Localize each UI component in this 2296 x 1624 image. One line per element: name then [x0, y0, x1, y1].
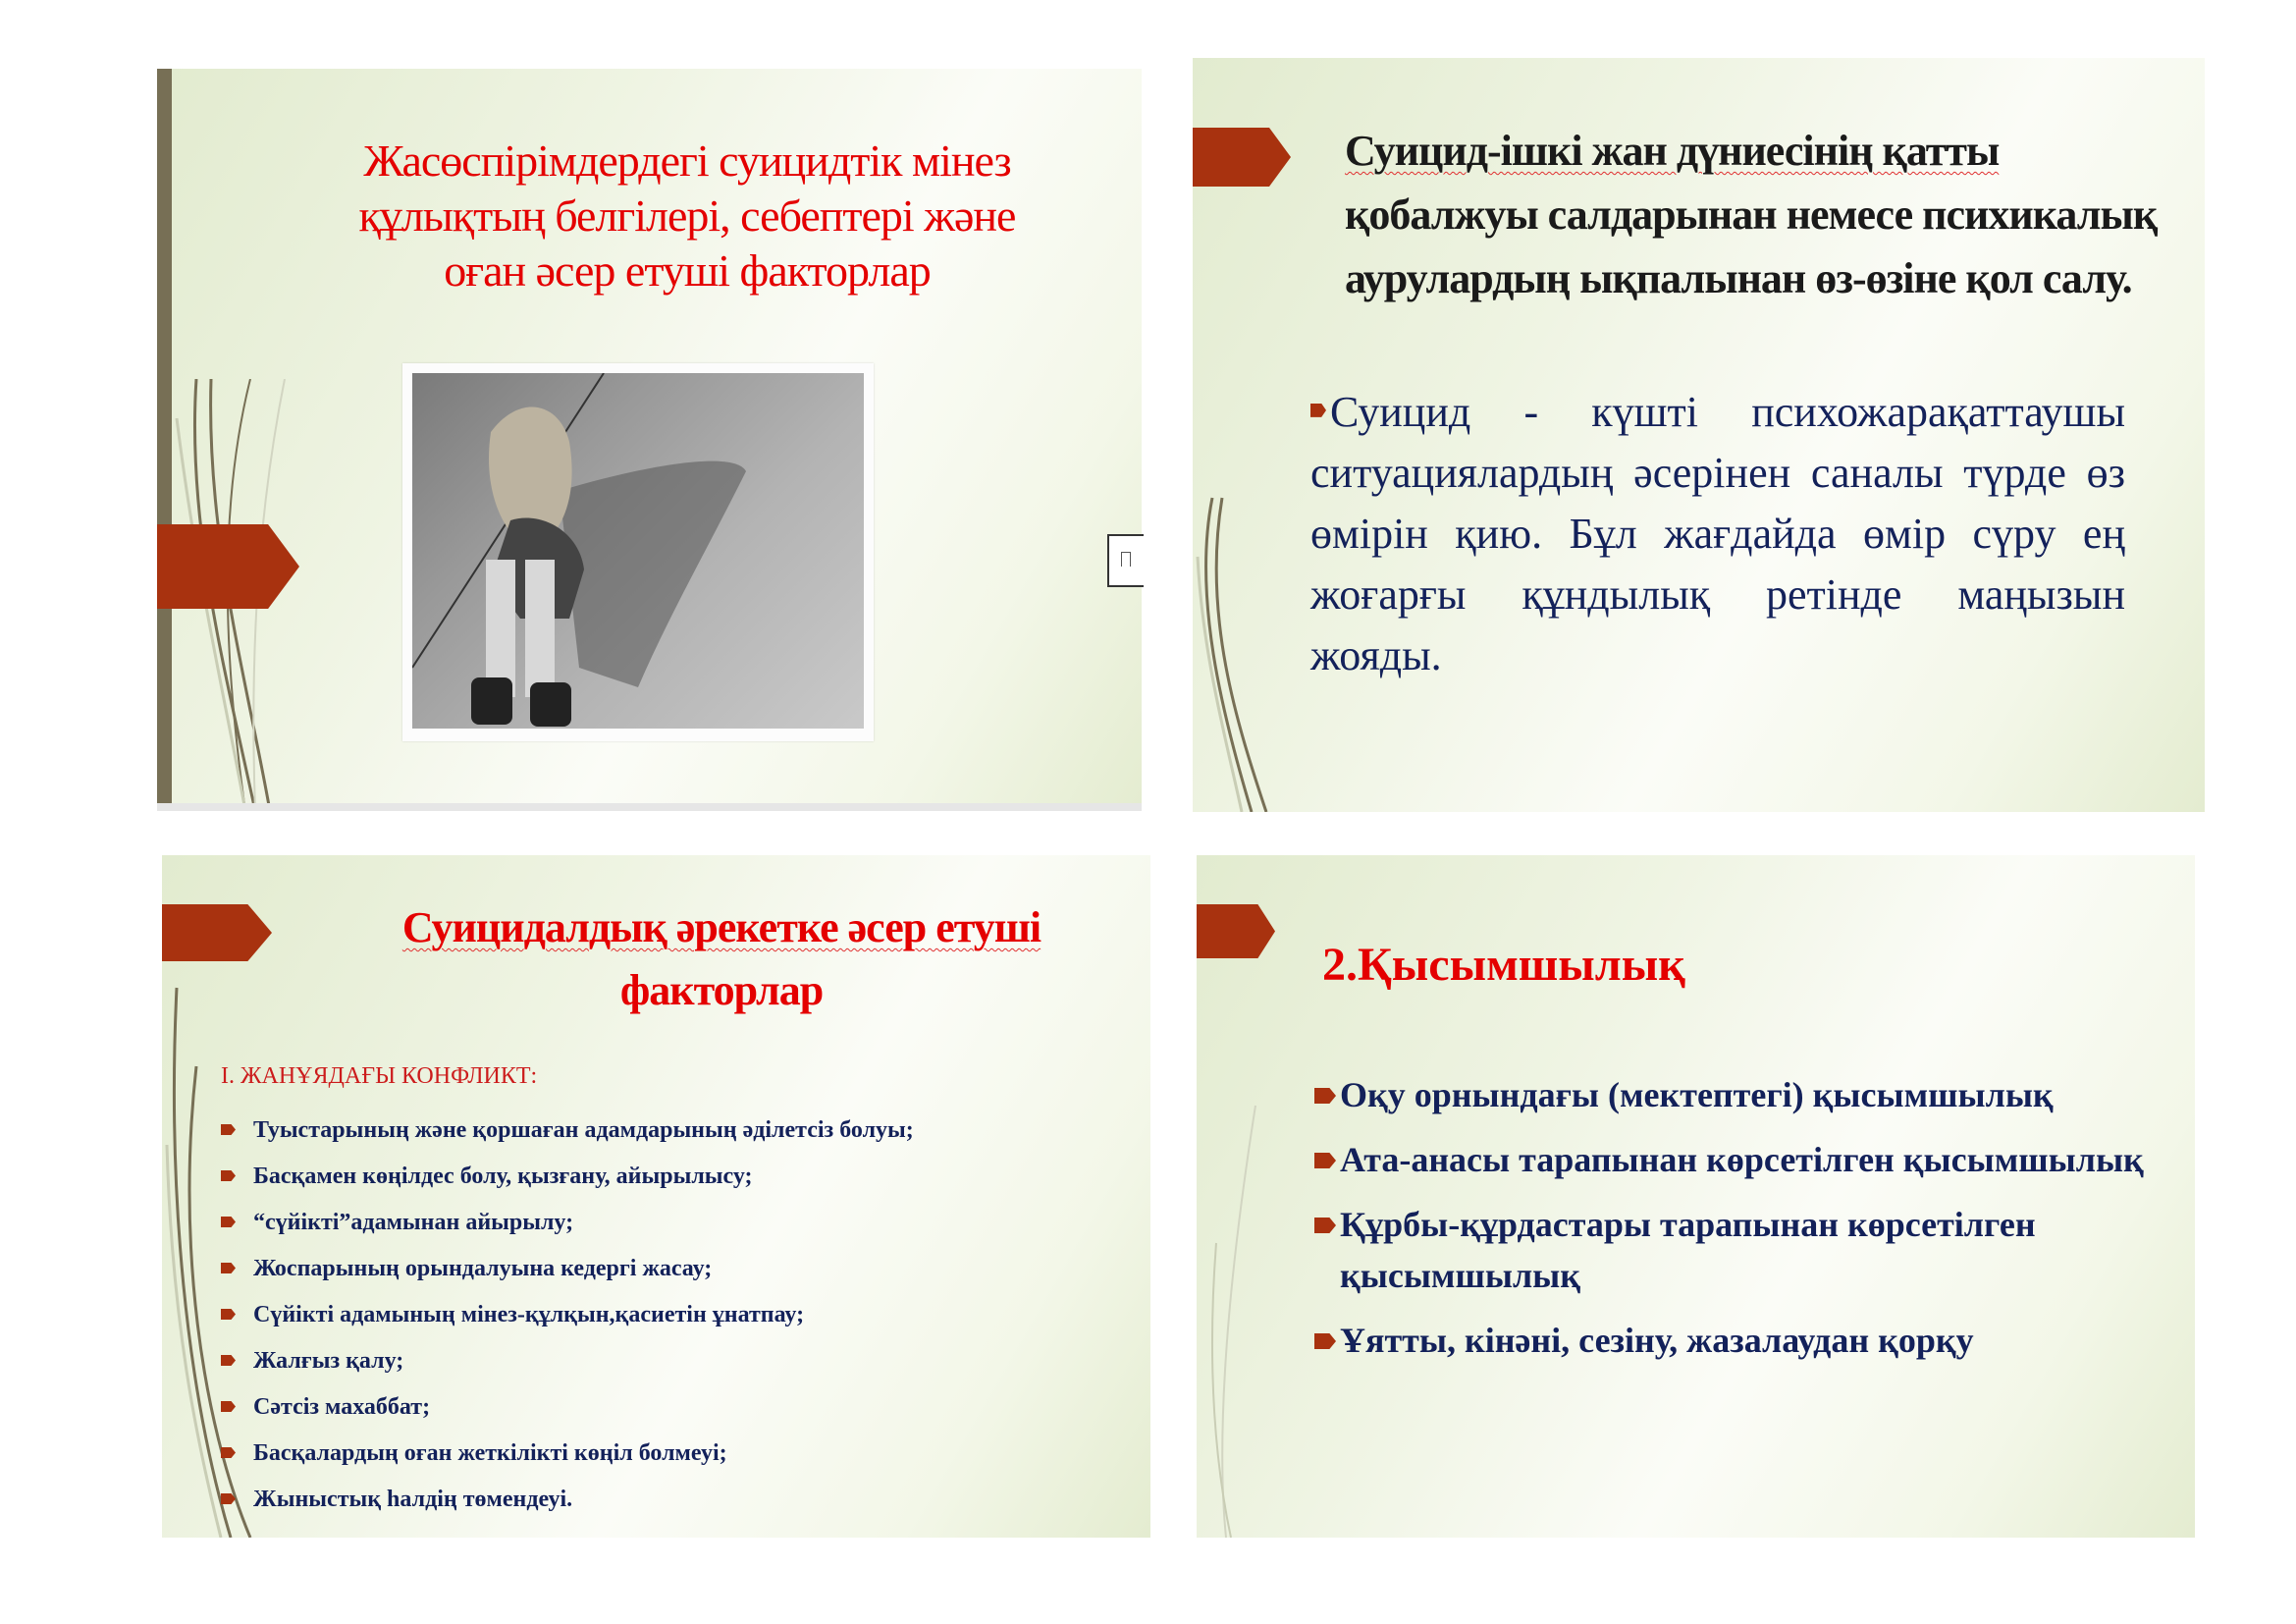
- list-item: Оқу орнындағы (мектептегі) қысымшылық: [1314, 1069, 2178, 1120]
- bullet-arrow-icon: [1314, 1218, 1336, 1233]
- title-line: Суицидалдық әрекетке әсер етуші: [401, 903, 1041, 951]
- title-line: Суицид-ішкі жан дүниесінің қатты: [1345, 127, 2000, 175]
- list-item: Жоспарының орындалуына кедергі жасау;: [221, 1245, 914, 1291]
- pressure-list: [1314, 1069, 2178, 1380]
- bullet-arrow-icon: [221, 1263, 236, 1273]
- bullet-arrow-icon: [221, 1309, 236, 1320]
- title-line: қобалжуы салдарынан немесе психикалық: [1345, 190, 2158, 239]
- list-item: Басқамен көңілдес болу, қызғану, айырылысу;: [221, 1153, 914, 1199]
- bullet-arrow-icon: [1314, 1153, 1336, 1168]
- photo-frame: [402, 363, 874, 741]
- list-item: Басқалардың оған жеткілікті көңіл болмеуі;: [221, 1430, 914, 1476]
- slide-4-title: 2.Қысымшылық: [1322, 939, 1685, 991]
- bullet-arrow-icon: [221, 1217, 236, 1227]
- bullet-arrow-icon: [221, 1447, 236, 1458]
- list-item: Жыныстық һалдің төмендеуі.: [221, 1476, 914, 1522]
- bullet-arrow-icon: [1314, 1088, 1336, 1104]
- bullet-arrow-icon: [221, 1401, 236, 1412]
- bookmark-icon: [1121, 552, 1131, 567]
- list-item: “сүйікті”адамынан айырылу;: [221, 1199, 914, 1245]
- grass-decoration: [1193, 301, 1330, 812]
- list-item: Сүйікті адамының мінез-құлқын,қасиетін ұнатпау;: [221, 1291, 914, 1337]
- title-line: Жасөспірімдердегі суицидтік мінез: [363, 135, 1011, 186]
- slide-3: [162, 855, 1150, 1538]
- slide-3-title: [309, 896, 1134, 1022]
- slide-4: [1197, 855, 2195, 1538]
- factor-list: [221, 1107, 914, 1522]
- slide-edge: [157, 803, 1142, 811]
- paragraph-text: Суицид - күшті психожарақаттаушы ситуациялардың әсерінен саналы түрде өз өмірін қию. Бұл жағдайда өмір сүру ең жоғарғы құндылық ретінде маңызын жояды.: [1310, 388, 2125, 679]
- title-line: аурулардың ықпалынан өз-өзіне қол салу.: [1345, 254, 2132, 302]
- slide-1: [157, 69, 1142, 811]
- list-item: Сәтсіз махаббат;: [221, 1383, 914, 1430]
- list-item: Ұятты, кінәні, сезіну, жазалаудан қорқу: [1314, 1315, 2178, 1366]
- list-item: Ата-анасы тарапынан көрсетілген қысымшылық: [1314, 1134, 2178, 1185]
- bullet-arrow-icon: [221, 1170, 236, 1181]
- list-item: Туыстарының және қоршаған адамдарының әділетсіз болуы;: [221, 1107, 914, 1153]
- section-subheading: І. ЖАНҰЯДАҒЫ КОНФЛИКТ:: [221, 1063, 538, 1089]
- photo-illustration: [412, 373, 864, 729]
- accent-arrow: [157, 524, 299, 609]
- title-line: құлықтың белгілері, себептері және: [358, 190, 1016, 241]
- sad-girl-photo: [412, 373, 864, 729]
- bookmark-button[interactable]: [1107, 534, 1144, 587]
- title-line: оған әсер етуші факторлар: [444, 245, 931, 296]
- slide-1-title: [255, 134, 1119, 298]
- bullet-arrow-icon: [1310, 404, 1326, 417]
- accent-arrow: [1197, 904, 1275, 958]
- list-item: Құрбы-құрдастары тарапынан көрсетілген қысымшылық: [1314, 1199, 2178, 1301]
- bullet-arrow-icon: [221, 1493, 236, 1504]
- side-bar: [157, 69, 172, 811]
- bullet-arrow-icon: [1314, 1333, 1336, 1349]
- accent-arrow: [162, 904, 272, 961]
- slide-2-paragraph: [1310, 382, 2125, 686]
- slide-2: [1193, 58, 2205, 812]
- slide-2-title: [1345, 119, 2189, 310]
- title-line: факторлар: [619, 966, 824, 1014]
- list-item: Жалғыз қалу;: [221, 1337, 914, 1383]
- accent-arrow: [1193, 128, 1291, 187]
- bullet-arrow-icon: [221, 1355, 236, 1366]
- grass-decoration: [1197, 1047, 1314, 1538]
- bullet-arrow-icon: [221, 1124, 236, 1135]
